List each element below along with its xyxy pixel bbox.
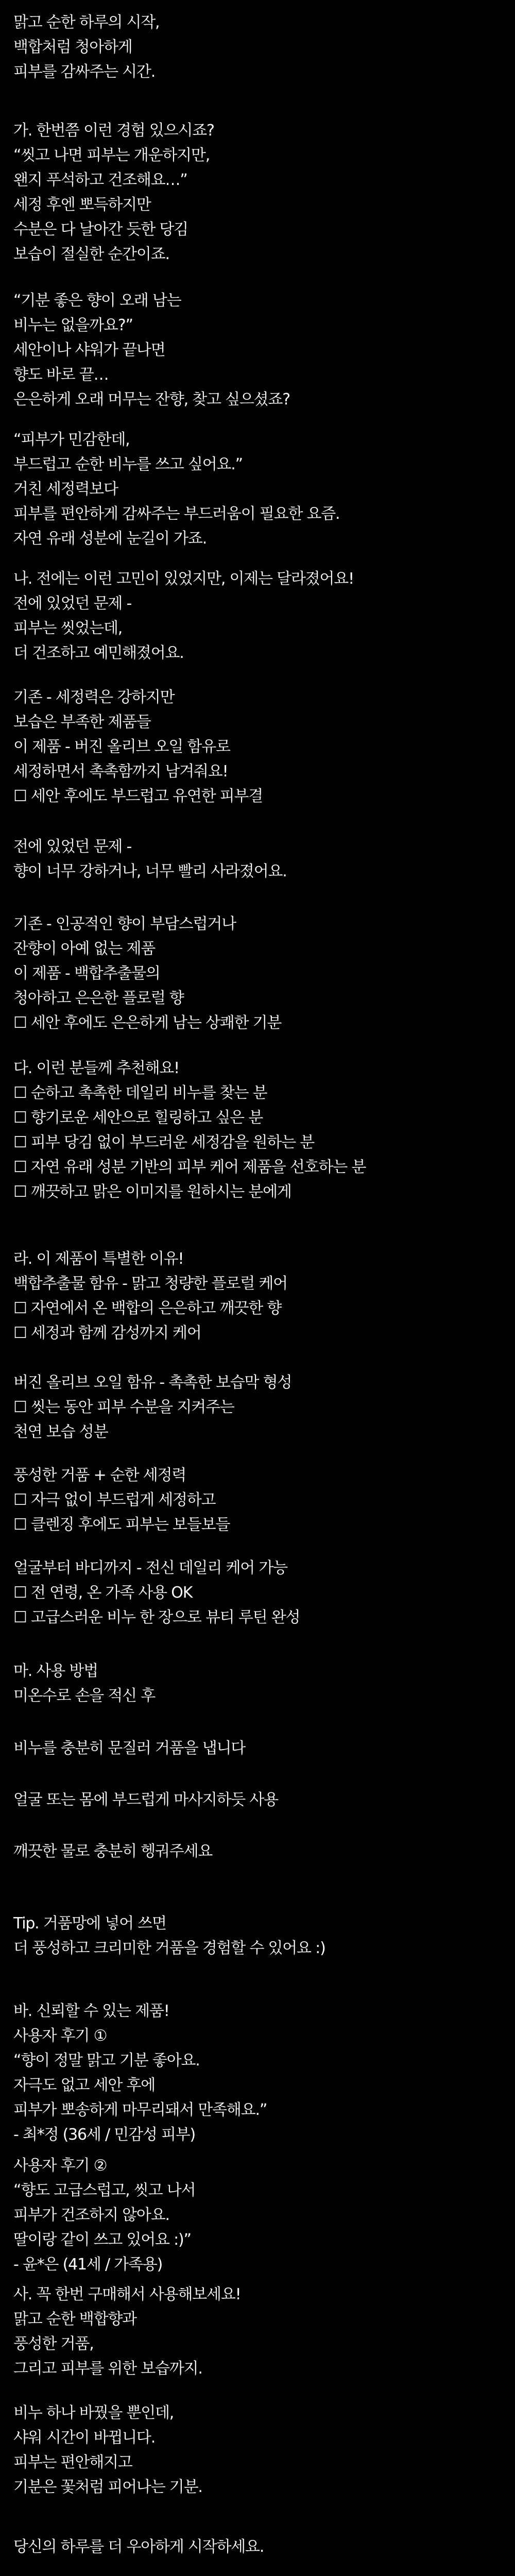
text-line: 풍성한 거품, [13, 2335, 94, 2353]
text-line: 사용자 후기 ② [13, 2157, 107, 2175]
text-line: 가. 한번쯤 이런 경험 있으시죠? [13, 122, 214, 140]
text-line: 피부가 뽀송하게 마무리돼서 만족해요.” [13, 2101, 267, 2119]
paragraph [13, 1659, 508, 1708]
text-line: 피부를 편안하게 감싸주는 부드러움이 필요한 요즘. [13, 505, 340, 523]
text-line: “기분 좋은 향이 오래 남는 [13, 292, 181, 310]
text-line: 향이 너무 강하거나, 너무 빨리 사라졌어요. [13, 862, 287, 880]
text-line: 더 풍성하고 크리미한 거품을 경험할 수 있어요 :) [13, 1939, 325, 1957]
paragraph [13, 685, 508, 809]
text-line: 부드럽고 순한 비누를 쓰고 싶어요.” [13, 455, 243, 473]
text-line: ☐ 클렌징 후에도 피부는 보들보들 [13, 1516, 230, 1534]
text-line: 맑고 순한 백합향과 [13, 2310, 136, 2328]
text-line: Tip. 거품망에 넣어 쓰면 [13, 1914, 166, 1933]
text-line: 백합처럼 청아하게 [13, 38, 132, 56]
text-line: ☐ 향기로운 세안으로 힐링하고 싶은 분 [13, 1109, 263, 1127]
text-line: “피부가 민감한데, [13, 431, 130, 449]
text-line: - 윤*은 (41세 / 가족용) [13, 2256, 163, 2274]
text-line: 맑고 순한 하루의 시작, [13, 13, 160, 31]
text-line: 마. 사용 방법 [13, 1662, 98, 1680]
text-line: ☐ 깨끗하고 맑은 이미지를 원하시는 분에게 [13, 1183, 291, 1201]
text-line: 피부를 감싸주는 시간. [13, 63, 156, 81]
text-line: 피부가 건조하지 않아요. [13, 2206, 169, 2224]
paragraph [13, 10, 508, 84]
text-line: 당신의 하루를 더 우아하게 시작하세요. [13, 2538, 264, 2556]
paragraph [13, 1999, 508, 2147]
text-line: ☐ 세안 후에도 은은하게 남는 상쾌한 기분 [13, 1014, 282, 1032]
text-line: 바. 신뢰할 수 있는 제품! [13, 2002, 169, 2020]
text-line: ☐ 피부 당김 없이 부드러운 세정감을 원하는 분 [13, 1133, 315, 1151]
paragraph [13, 2401, 508, 2500]
text-line: ☐ 전 연령, 온 가족 사용 OK [13, 1584, 193, 1602]
text-line: 자연 유래 성분에 눈길이 가죠. [13, 530, 207, 548]
text-line: 수분은 다 날아간 듯한 당김 [13, 221, 188, 239]
text-line: 비누 하나 바꿨을 뿐인데, [13, 2404, 174, 2422]
text-line: ☐ 세안 후에도 부드럽고 유연한 피부결 [13, 787, 263, 805]
paragraph [13, 2282, 508, 2381]
text-line: “향이 정말 맑고 기분 좋아요. [13, 2052, 200, 2070]
text-line: 거친 세정력보다 [13, 480, 118, 498]
paragraph [13, 1788, 508, 1812]
paragraph [13, 1247, 508, 1346]
text-line: 얼굴부터 바디까지 - 전신 데일리 케어 가능 [13, 1559, 287, 1577]
text-line: 왠지 푸석하고 건조해요…” [13, 171, 187, 189]
text-line: 자극도 없고 세안 후에 [13, 2076, 156, 2094]
text-line: 더 건조하고 예민해졌어요. [13, 644, 184, 662]
text-line: 기존 - 세정력은 강하지만 [13, 688, 175, 706]
paragraph [13, 1911, 508, 1961]
text-line: 비누는 없을까요?” [13, 316, 133, 334]
text-line: ☐ 자극 없이 부드럽게 세정하고 [13, 1491, 216, 1509]
text-line: 세정 후엔 뽀득하지만 [13, 196, 151, 214]
paragraph [13, 2154, 508, 2277]
text-line: ☐ 자연에서 온 백합의 은은하고 깨끗한 향 [13, 1299, 282, 1317]
text-line: 전에 있었던 문제 - [13, 595, 132, 613]
text-line: 청아하고 은은한 플로럴 향 [13, 989, 184, 1007]
text-line: 사. 꼭 한번 구매해서 사용해보세요! [13, 2285, 241, 2303]
text-line: 비누를 충분히 문질러 거품을 냅니다 [13, 1739, 246, 1757]
paragraph [13, 1839, 508, 1864]
text-line: 보습은 부족한 제품들 [13, 713, 151, 731]
paragraph [13, 118, 508, 267]
text-line: ☐ 세정과 함께 감성까지 케어 [13, 1324, 201, 1342]
paragraph [13, 428, 508, 551]
paragraph [13, 2535, 508, 2560]
text-line: ☐ 고급스러운 비누 한 장으로 뷰티 루틴 완성 [13, 1608, 300, 1626]
paragraph [13, 1056, 508, 1205]
text-line: 백합추출물 함유 - 맑고 청량한 플로럴 케어 [13, 1275, 287, 1293]
paragraph [13, 1463, 508, 1537]
text-line: 은은하게 오래 머무는 잔향, 찾고 싶으셨죠? [13, 391, 290, 409]
text-line: 이 제품 - 버진 올리브 오일 함유로 [13, 738, 230, 756]
text-line: 미온수로 손을 적신 후 [13, 1687, 156, 1705]
paragraph [13, 912, 508, 1036]
text-line: 라. 이 제품이 특별한 이유! [13, 1250, 184, 1268]
text-line: 사용자 후기 ① [13, 2027, 107, 2045]
text-line: 다. 이런 분들께 추천해요! [13, 1059, 179, 1077]
text-line: 피부는 편안해지고 [13, 2453, 132, 2471]
text-line: 풍성한 거품 + 순한 세정력 [13, 1466, 186, 1484]
text-line: ☐ 순하고 촉촉한 데일리 비누를 찾는 분 [13, 1084, 267, 1102]
text-line: ☐ 씻는 동안 피부 수분을 지켜주는 [13, 1398, 234, 1416]
text-line: 천연 보습 성분 [13, 1423, 108, 1441]
text-line: 기존 - 인공적인 향이 부담스럽거나 [13, 915, 236, 933]
text-line: “향도 고급스럽고, 씻고 나서 [13, 2181, 196, 2199]
text-line: 세정하면서 촉촉함까지 남겨줘요! [13, 762, 228, 781]
text-line: 샤워 시간이 바뀝니다. [13, 2429, 156, 2447]
paragraph [13, 1736, 508, 1761]
text-line: 향도 바로 끝… [13, 366, 109, 384]
text-line: - 최*정 (36세 / 민감성 피부) [13, 2126, 196, 2144]
text-line: 잔향이 아예 없는 제품 [13, 940, 156, 958]
text-line: 이 제품 - 백합추출물의 [13, 964, 160, 982]
text-line: 깨끗한 물로 충분히 헹궈주세요 [13, 1842, 213, 1860]
text-line: 세안이나 샤워가 끝나면 [13, 341, 165, 359]
paragraph [13, 1370, 508, 1445]
text-line: ☐ 자연 유래 성분 기반의 피부 케어 제품을 선호하는 분 [13, 1158, 366, 1176]
text-line: 버진 올리브 오일 함유 - 촉촉한 보습막 형성 [13, 1374, 292, 1392]
text-line: “씻고 나면 피부는 개운하지만, [13, 146, 210, 164]
text-line: 얼굴 또는 몸에 부드럽게 마사지하듯 사용 [13, 1791, 278, 1809]
text-line: 나. 전에는 이런 고민이 있었지만, 이제는 달라졌어요! [13, 570, 354, 588]
text-line: 보습이 절실한 순간이죠. [13, 245, 169, 263]
paragraph [13, 567, 508, 666]
text-line: 기분은 꽃처럼 피어나는 기분. [13, 2478, 202, 2496]
paragraph [13, 835, 508, 884]
paragraph [13, 289, 508, 412]
text-line: 전에 있었던 문제 - [13, 838, 132, 856]
text-line: 딸이랑 같이 쓰고 있어요 :)” [13, 2231, 191, 2249]
text-line: 그리고 피부를 위한 보습까지. [13, 2360, 202, 2378]
text-line: 피부는 씻었는데, [13, 619, 123, 637]
paragraph [13, 1556, 508, 1630]
